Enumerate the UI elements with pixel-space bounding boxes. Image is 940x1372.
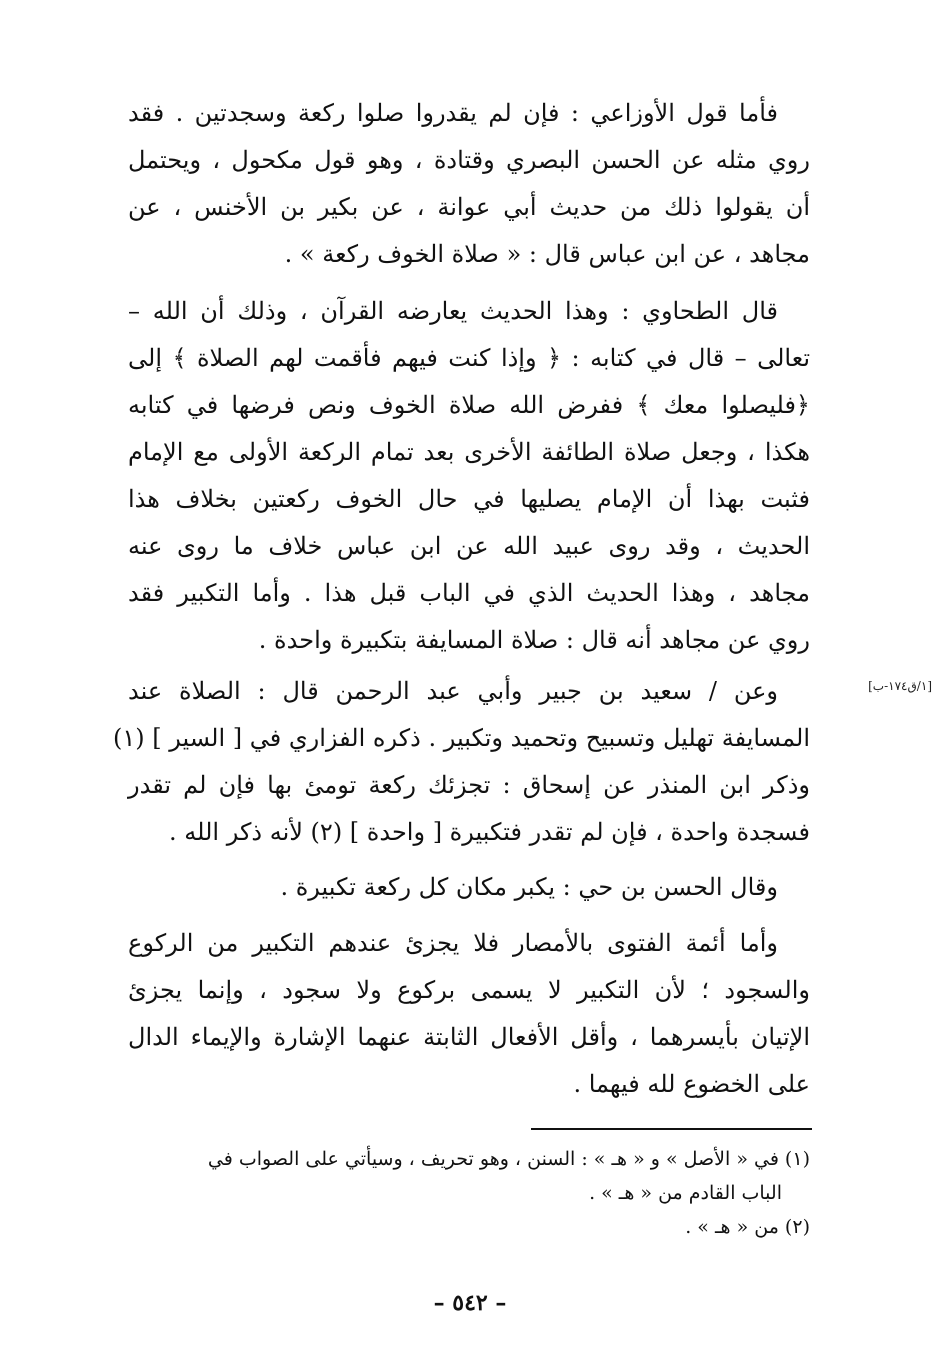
paragraph-tahawi bbox=[128, 288, 810, 664]
text-line: قال الطحاوي : وهذا الحديث يعارضه القرآن ، وذلك أن الله – bbox=[128, 297, 778, 325]
text-line: روي مثله عن الحسن البصري وقتادة ، وهو قول مكحول ، ويحتمل bbox=[128, 146, 810, 174]
paragraph-said-ibn-jubayr bbox=[113, 668, 810, 856]
text-line: وعن / سعيد بن جبير وأبي عبد الرحمن قال : الصلاة عند bbox=[128, 677, 778, 705]
text-line: مجاهد ، عن ابن عباس قال : « صلاة الخوف ركعة » . bbox=[284, 240, 810, 268]
text-line: روي عن مجاهد أنه قال : صلاة المسايفة بتكبيرة واحدة . bbox=[258, 626, 810, 654]
page-number: – ٥٤٢ – bbox=[433, 1290, 507, 1316]
footnote-1-continued: الباب القادم من « هـ » . bbox=[589, 1182, 782, 1204]
text-line: هكذا ، وجعل صلاة الطائفة الأخرى بعد تمام الركعة الأولى مع الإمام bbox=[128, 438, 810, 466]
text-line: أن يقولوا ذلك من حديث أبي عوانة ، عن بكير بن الأخنس ، عن bbox=[128, 193, 810, 221]
text-line: على الخضوع لله فيهما . bbox=[573, 1070, 810, 1098]
text-line: تعالى – قال في كتابه : ﴿ وإذا كنت فيهم فأقمت لهم الصلاة ﴾ إلى bbox=[128, 344, 810, 372]
paragraph-aimmat-al-fatwa bbox=[128, 920, 810, 1108]
footnote-divider bbox=[531, 1128, 812, 1130]
paragraph-awzai bbox=[128, 90, 810, 278]
text-line: وذكر ابن المنذر عن إسحاق : تجزئك ركعة تومئ بها فإن لم تقدر bbox=[128, 771, 810, 799]
text-line: وأما أئمة الفتوى بالأمصار فلا يجزئ عندهم التكبير من الركوع bbox=[128, 929, 778, 957]
paragraph-hasan-ibn-hayy bbox=[128, 864, 810, 911]
text-line: والسجود ؛ لأن التكبير لا يسمى بركوع ولا سجود ، وإنما يجزئ bbox=[128, 976, 810, 1004]
manuscript-folio-reference: [١/ق١٧٤-ب] bbox=[868, 679, 932, 693]
text-line: وقال الحسن بن حي : يكبر مكان كل ركعة تكبيرة . bbox=[280, 873, 778, 901]
text-line: مجاهد ، وهذا الحديث الذي في الباب قبل هذا . وأما التكبير فقد bbox=[128, 579, 810, 607]
footnote-1: (١) في « الأصل » و « هـ » : السنن ، وهو تحريف ، وسيأتي على الصواب في bbox=[207, 1148, 810, 1170]
text-line: المسايفة تهليل وتسبيح وتحميد وتكبير . ذكره الفزاري في [ السير ] (١) bbox=[113, 724, 810, 752]
text-line: فأما قول الأوزاعي : فإن لم يقدروا صلوا ركعة وسجدتين . فقد bbox=[128, 99, 778, 127]
text-line: الإتيان بأيسرهما ، وأقل الأفعال الثابتة عنهما الإشارة والإيماء الدال bbox=[128, 1023, 810, 1051]
text-line: الحديث ، وقد روى عبيد الله عن ابن عباس خلاف ما روى عنه bbox=[128, 532, 810, 560]
text-line: فسجدة واحدة ، فإن لم تقدر فتكبيرة [ واحدة ] (٢) لأنه ذكر الله . bbox=[169, 818, 810, 846]
text-line: فثبت بهذا أن الإمام يصليها في حال الخوف ركعتين بخلاف هذا bbox=[128, 485, 810, 513]
footnote-2: (٢) من « هـ » . bbox=[685, 1216, 810, 1238]
footnotes bbox=[128, 1142, 810, 1244]
text-line: ﴿فليصلوا معك ﴾ ففرض الله صلاة الخوف ونص فرضها في كتابه bbox=[128, 391, 810, 419]
